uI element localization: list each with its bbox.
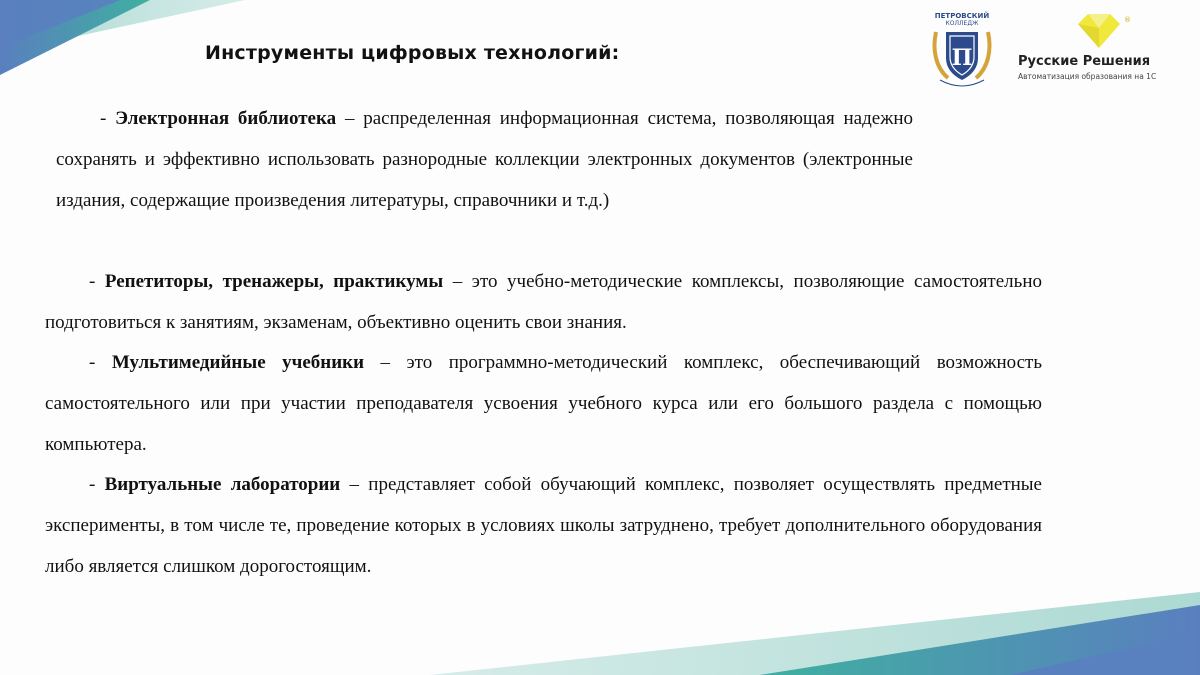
paragraph-term: Электронная библиотека xyxy=(115,108,337,129)
petrovsky-college-logo xyxy=(926,10,998,90)
logo-name: Русские Решения xyxy=(1018,54,1151,69)
laurel-right-icon xyxy=(976,32,990,78)
paragraph-text: – это программно-методический комплекс, обеспечивающий возможность самостоятельного или при участии преподавателя усвоения учебного курса или его большого раздела с помощью компьютера. xyxy=(45,352,1042,455)
college-logo-top-text: ПЕТРОВСКИЙ xyxy=(934,12,990,20)
paragraph-term: Виртуальные лаборатории xyxy=(104,474,341,495)
paragraph-dash: - xyxy=(100,108,116,129)
paragraph-text: – представляет собой обучающий комплекс, позволяет осуществлять предметные эксперименты, в том числе те, проведение которых в условиях школы затруднено, требует дополнительного оборудования либо является слишком дорогостоящим. xyxy=(45,474,1042,577)
laurel-left-icon xyxy=(935,32,949,78)
monogram-icon: П xyxy=(951,45,973,71)
paragraph-tutors-simulators xyxy=(45,261,1042,343)
registered-mark: ® xyxy=(1124,16,1131,24)
cube-icon xyxy=(1068,14,1130,54)
paragraph-dash: - xyxy=(89,352,112,373)
paragraph-virtual-labs xyxy=(45,464,1042,587)
paragraph-multimedia-textbooks xyxy=(45,342,1042,465)
paragraph-electronic-library xyxy=(56,98,913,221)
paragraph-term: Мультимедийные учебники xyxy=(111,352,365,373)
college-logo-sub-text: КОЛЛЕДЖ xyxy=(945,20,979,27)
page-title: Инструменты цифровых технологий: xyxy=(205,42,620,64)
paragraph-text: – распределенная информационная система, позволяющая надежно сохранять и эффективно использовать разнородные коллекции электронных документов (электронные издания, содержащие произведения литературы, справочники и т.д.) xyxy=(56,108,913,211)
bottom-right-stripes xyxy=(430,592,1200,675)
paragraph-term: Репетиторы, тренажеры, практикумы xyxy=(104,271,444,292)
paragraph-text: – это учебно-методические комплексы, позволяющие самостоятельно подготовиться к занятиям, экзаменам, объективно оценить свои знания. xyxy=(45,271,1042,333)
logo-subtitle: Автоматизация образования на 1С xyxy=(1018,72,1157,81)
paragraph-dash: - xyxy=(89,271,105,292)
paragraph-dash: - xyxy=(89,474,105,495)
russkie-resheniya-logo xyxy=(1018,14,1188,89)
